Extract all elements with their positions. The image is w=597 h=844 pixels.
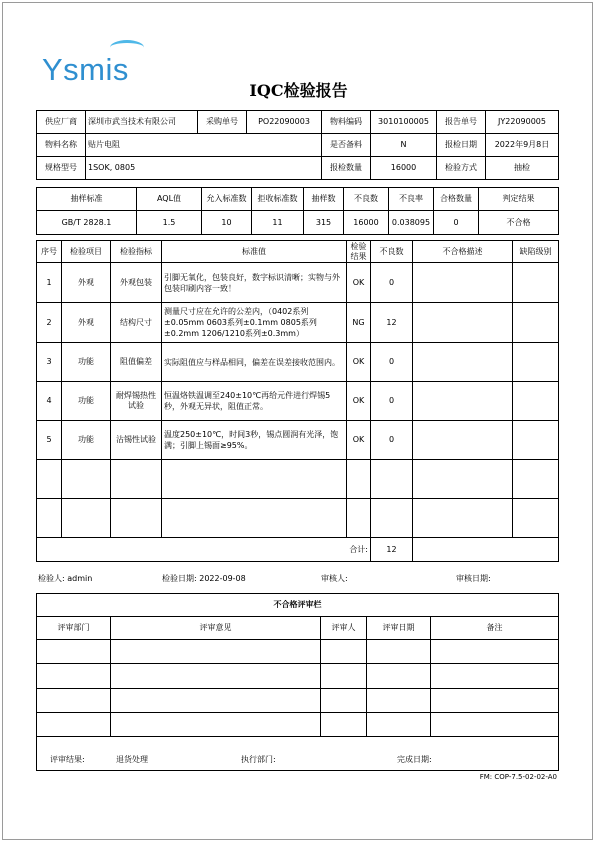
sampling-value: 16000 [344,211,389,235]
sampling-header: 抽样标准 [37,188,137,211]
review-header: 评审意见 [111,617,321,640]
label-stock: 是否备料 [322,134,371,157]
items-header: 标准值 [162,241,347,263]
item-defects: 12 [371,303,413,343]
items-header: 检验结果 [347,241,371,263]
item-result: OK [347,421,371,460]
label-spec: 规格型号 [37,157,86,180]
sampling-value: 不合格 [479,211,559,235]
table-row [37,343,559,382]
total-label: 合计: [37,538,371,562]
item-no: 1 [37,263,62,303]
item-project: 功能 [62,382,111,421]
header-info-table [36,110,559,180]
sampling-header: 合格数量 [434,188,479,211]
item-project: 功能 [62,421,111,460]
items-header: 缺陷级别 [513,241,559,263]
total-row [37,538,559,562]
value-po: PO22090003 [247,111,322,134]
value-stock: N [371,134,437,157]
label-quantity: 报检数量 [322,157,371,180]
item-index: 结构尺寸 [111,303,162,343]
table-row [37,382,559,421]
item-description [413,343,513,382]
items-header: 检验指标 [111,241,162,263]
review-date: 审核日期: [456,574,491,583]
sampling-header: 不良数 [344,188,389,211]
value-method: 抽检 [486,157,559,180]
inspect-date: 检验日期: 2022-09-08 [162,574,246,583]
item-result: NG [347,303,371,343]
item-result: OK [347,382,371,421]
item-level [513,303,559,343]
item-index: 阻值偏差 [111,343,162,382]
items-header: 序号 [37,241,62,263]
label-method: 检验方式 [437,157,486,180]
table-row-empty [37,499,559,538]
reviewer: 审核人: [321,574,348,583]
item-project: 功能 [62,343,111,382]
item-no: 3 [37,343,62,382]
sampling-header: AQL值 [137,188,202,211]
item-defects: 0 [371,343,413,382]
table-row-empty [37,460,559,499]
item-defects: 0 [371,263,413,303]
item-index: 沾锡性试验 [111,421,162,460]
item-project: 外观 [62,263,111,303]
item-level [513,343,559,382]
item-standard: 恒温烙铁温调至240±10℃再给元件进行焊锡5秒，外观无异状，阻值正常。 [162,382,347,421]
form-number: FM: COP-7.5-02-02-A0 [479,773,557,781]
items-header: 检验项目 [62,241,111,263]
review-header: 备注 [431,617,559,640]
label-report-no: 报告单号 [437,111,486,134]
value-material-code: 3010100005 [371,111,437,134]
sampling-value: 315 [304,211,344,235]
item-standard: 引脚无氧化，包装良好，数字标识清晰；实物与外包装印刷内容一致！ [162,263,347,303]
item-no: 2 [37,303,62,343]
sampling-header: 允入标准数 [202,188,252,211]
label-po: 采购单号 [198,111,247,134]
item-description [413,303,513,343]
item-level [513,263,559,303]
item-result: OK [347,343,371,382]
item-no: 4 [37,382,62,421]
exec-dept: 执行部门: [241,755,276,764]
value-material-name: 贴片电阻 [86,134,322,157]
item-index: 耐焊锡热性试验 [111,382,162,421]
item-standard: 测量尺寸应在允许的公差内，（0402系列±0.05mm 0603系列±0.1mm 0805系列±0.2mm 1206/1210系列±0.3mm） [162,303,347,343]
label-inspect-date: 报检日期 [437,134,486,157]
item-standard: 实际阻值应与样品相同，偏差在误差接收范围内。 [162,343,347,382]
sampling-value: 0 [434,211,479,235]
value-spec: 1SOK, 0805 [86,157,322,180]
table-row [37,263,559,303]
sampling-value: GB/T 2828.1 [37,211,137,235]
value-quantity: 16000 [371,157,437,180]
item-level [513,421,559,460]
label-supplier: 供应厂商 [37,111,86,134]
inspection-items-table [36,240,559,562]
total-value: 12 [371,538,413,562]
table-row [37,421,559,460]
items-header: 不合格描述 [413,241,513,263]
company-logo: Ysmis [42,52,129,88]
sampling-value: 0.038095 [389,211,434,235]
review-table [36,593,559,771]
sampling-value: 10 [202,211,252,235]
report-title: IQC检验报告 [249,81,348,100]
item-index: 外观包装 [111,263,162,303]
table-row [37,303,559,343]
review-header: 评审人 [321,617,367,640]
item-standard: 温度250±10℃，时间3秒，锡点圆润有光泽，饱满；引脚上锡面≥95%。 [162,421,347,460]
item-defects: 0 [371,382,413,421]
review-result-label: 评审结果: [50,755,85,764]
sampling-header: 拒收标准数 [252,188,304,211]
sampling-header: 抽样数 [304,188,344,211]
sampling-value: 11 [252,211,304,235]
label-material-code: 物料编码 [322,111,371,134]
review-title: 不合格评审栏 [37,594,559,617]
value-supplier: 深圳市武当技术有限公司 [86,111,198,134]
review-result-value: 退货处理 [116,755,148,764]
review-header: 评审日期 [367,617,431,640]
label-material-name: 物料名称 [37,134,86,157]
finish-date: 完成日期: [397,755,432,764]
value-report-no: JY22090005 [486,111,559,134]
inspector: 检验人: admin [38,574,93,583]
item-description [413,421,513,460]
item-defects: 0 [371,421,413,460]
item-no: 5 [37,421,62,460]
items-header: 不良数 [371,241,413,263]
sampling-header: 不良率 [389,188,434,211]
sampling-header: 判定结果 [479,188,559,211]
item-level [513,382,559,421]
value-inspect-date: 2022年9月8日 [486,134,559,157]
sampling-value: 1.5 [137,211,202,235]
item-project: 外观 [62,303,111,343]
item-result: OK [347,263,371,303]
sampling-table [36,187,559,235]
item-description [413,263,513,303]
item-description [413,382,513,421]
review-header: 评审部门 [37,617,111,640]
